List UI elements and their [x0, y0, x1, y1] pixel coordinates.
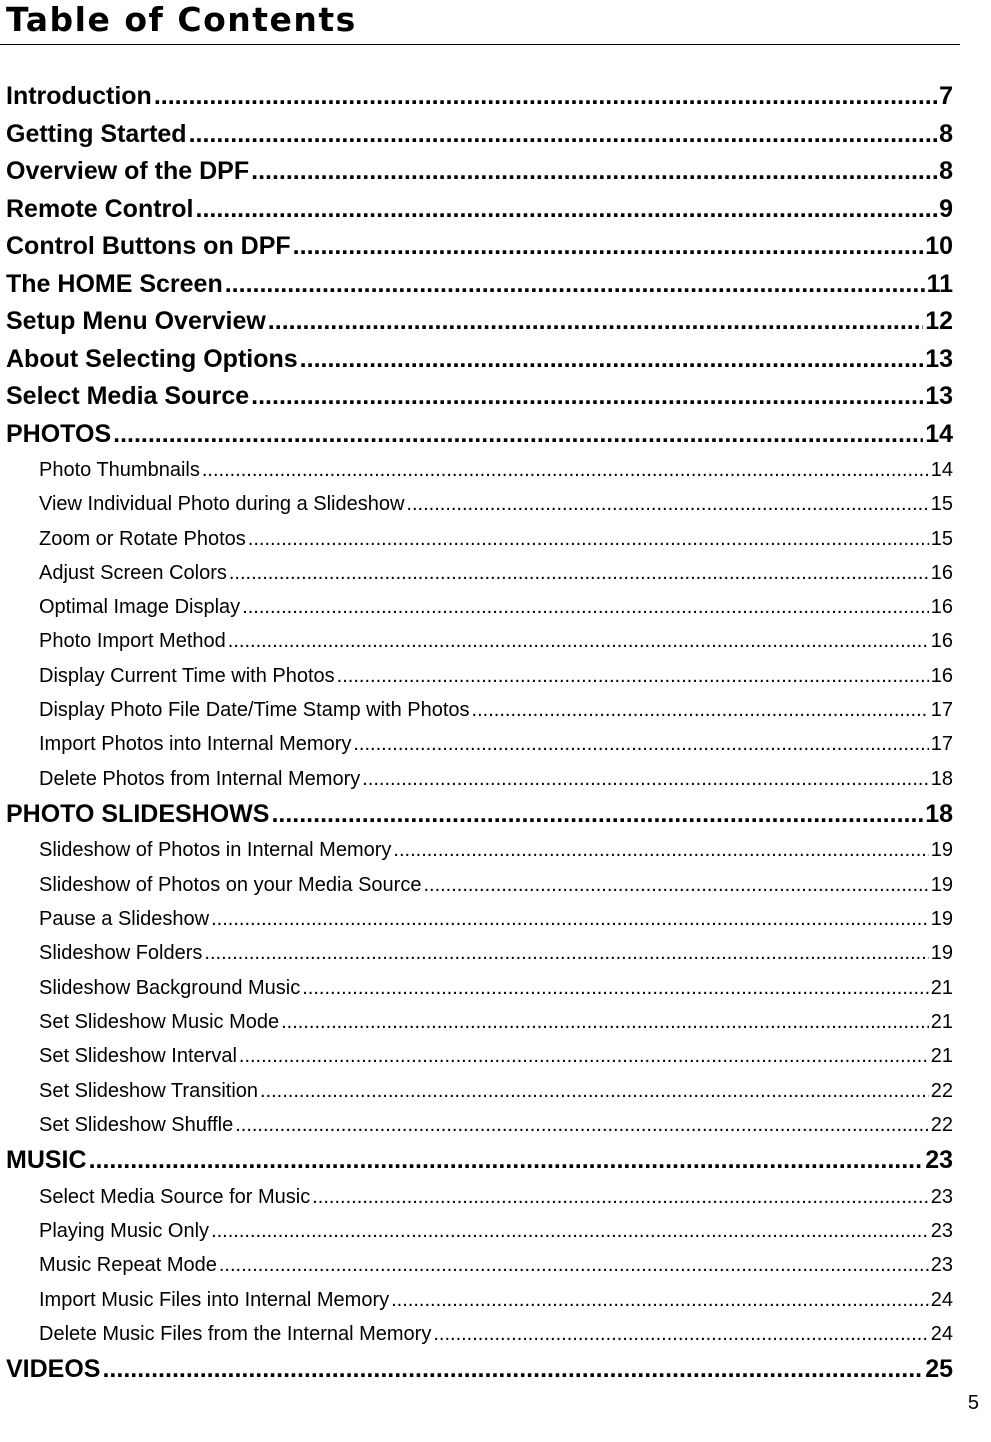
- toc-entry-label: Introduction: [6, 82, 152, 110]
- toc-entry-label: Adjust Screen Colors: [39, 561, 227, 584]
- toc-entry-page: 23: [930, 1254, 953, 1277]
- toc-entry-label: Delete Photos from Internal Memory: [39, 767, 361, 790]
- toc-dot-leader: [251, 378, 923, 416]
- toc-entry-label: Music Repeat Mode: [39, 1254, 217, 1277]
- toc-entry-page: 16: [930, 596, 953, 619]
- toc-entry[interactable]: [0, 727, 953, 761]
- toc-entry-label: Display Photo File Date/Time Stamp with Photos: [39, 699, 470, 722]
- toc-dot-leader: [268, 303, 923, 341]
- toc-entry-page: 23: [925, 1146, 953, 1175]
- toc-dot-leader: [271, 796, 923, 834]
- toc-entry-label: Import Photos into Internal Memory: [39, 733, 352, 756]
- toc-entry[interactable]: [0, 556, 953, 590]
- toc-entry-label: Display Current Time with Photos: [39, 664, 335, 687]
- toc-entry[interactable]: [0, 153, 953, 191]
- toc-entry-label: Photo Thumbnails: [39, 459, 200, 481]
- toc-entry[interactable]: [0, 1317, 953, 1351]
- toc-entry[interactable]: [0, 1108, 953, 1142]
- toc-dot-leader: [211, 1214, 929, 1248]
- toc-entry[interactable]: [0, 659, 953, 693]
- toc-entry-label: Photo Import Method: [39, 630, 226, 653]
- toc-dot-leader: [196, 191, 938, 229]
- toc-entry-label: Set Slideshow Shuffle: [39, 1113, 234, 1136]
- toc-entry-label: Control Buttons on DPF: [6, 232, 291, 260]
- page-number: 5: [967, 1392, 979, 1414]
- toc-entry-page: 23: [930, 1185, 953, 1208]
- toc-entry-label: Import Music Files into Internal Memory: [39, 1288, 390, 1311]
- toc-entry-label: Select Media Source for Music: [39, 1185, 311, 1208]
- toc-dot-leader: [406, 487, 928, 521]
- toc-entry[interactable]: [0, 453, 953, 487]
- toc-entry-label: Zoom or Rotate Photos: [39, 527, 246, 550]
- toc-entry[interactable]: [0, 1074, 953, 1108]
- toc-entry-label: View Individual Photo during a Slideshow: [39, 493, 405, 516]
- toc-dot-leader: [242, 590, 929, 624]
- toc-dot-leader: [337, 659, 929, 693]
- toc-entry-page: 24: [930, 1288, 953, 1311]
- toc-entry-label: Delete Music Files from the Internal Memory: [39, 1322, 432, 1345]
- toc-dot-leader: [204, 936, 928, 970]
- toc-entry[interactable]: [0, 487, 953, 521]
- toc-entry[interactable]: [0, 590, 953, 624]
- toc-entry[interactable]: [0, 936, 953, 970]
- toc-entry[interactable]: [0, 341, 953, 379]
- toc-entry-label: Slideshow of Photos in Internal Memory: [39, 839, 392, 862]
- toc-entry[interactable]: [0, 624, 953, 658]
- toc-entry[interactable]: [0, 1142, 953, 1180]
- toc-entry[interactable]: [0, 416, 953, 454]
- toc-entry-label: Overview of the DPF: [6, 157, 250, 185]
- toc-dot-leader: [433, 1317, 928, 1351]
- toc-entry-label: Slideshow Folders: [39, 942, 203, 965]
- toc-entry[interactable]: [0, 228, 953, 266]
- toc-dot-leader: [393, 833, 928, 867]
- toc-dot-leader: [423, 868, 928, 902]
- toc-entry-label: Slideshow Background Music: [39, 976, 301, 999]
- toc-entry[interactable]: [0, 1283, 953, 1317]
- toc-entry[interactable]: [0, 868, 953, 902]
- toc-dot-leader: [248, 522, 929, 556]
- toc-entry[interactable]: [0, 1351, 953, 1389]
- toc-entry-page: 9: [939, 194, 953, 223]
- toc-entry-page: 18: [925, 799, 953, 828]
- toc-dot-leader: [229, 556, 929, 590]
- toc-entry[interactable]: [0, 303, 953, 341]
- toc-entry-label: Select Media Source: [6, 382, 250, 410]
- toc-dot-leader: [300, 341, 924, 379]
- toc-entry-page: 22: [930, 1113, 953, 1136]
- toc-entry-page: 17: [930, 699, 953, 722]
- toc-entry-page: 21: [930, 976, 953, 999]
- toc-entry[interactable]: [0, 796, 953, 834]
- toc-entry-page: 24: [930, 1322, 953, 1345]
- toc-entry-label: Set Slideshow Interval: [39, 1045, 237, 1068]
- toc-entry[interactable]: [0, 762, 953, 796]
- toc-entry-label: MUSIC: [6, 1146, 87, 1175]
- toc-dot-leader: [219, 1248, 929, 1282]
- toc-entry[interactable]: [0, 833, 953, 867]
- toc-entry-page: 13: [925, 382, 953, 410]
- toc-dot-leader: [260, 1074, 929, 1108]
- toc-dot-leader: [239, 1039, 929, 1073]
- toc-entry-page: 14: [925, 419, 953, 448]
- toc-dot-leader: [102, 1351, 923, 1389]
- toc-entry[interactable]: [0, 902, 953, 936]
- toc-entry-page: 17: [930, 733, 953, 756]
- toc-entry-page: 15: [930, 527, 953, 550]
- toc-entry[interactable]: [0, 116, 953, 154]
- toc-entry[interactable]: [0, 1214, 953, 1248]
- toc-entry-page: 25: [925, 1355, 953, 1384]
- toc-entry[interactable]: [0, 266, 953, 304]
- toc-dot-leader: [113, 416, 923, 454]
- toc-entry-page: 19: [930, 942, 953, 965]
- toc-entry-label: Optimal Image Display: [39, 596, 241, 619]
- toc-entry-label: Remote Control: [6, 194, 194, 223]
- toc-dot-leader: [362, 762, 929, 796]
- toc-dot-leader: [353, 727, 928, 761]
- toc-entry[interactable]: [0, 78, 953, 116]
- toc-dot-leader: [189, 116, 938, 154]
- toc-entry-page: 19: [930, 873, 953, 896]
- toc-dot-leader: [472, 693, 929, 727]
- toc-dot-leader: [251, 153, 937, 191]
- toc-dot-leader: [228, 624, 929, 658]
- toc-entry-page: 11: [926, 269, 953, 298]
- toc-dot-leader: [154, 78, 937, 116]
- toc-entry-label: Slideshow of Photos on your Media Source: [39, 873, 422, 896]
- toc-entry-label: Playing Music Only: [39, 1219, 210, 1242]
- toc-entry-page: 23: [930, 1219, 953, 1242]
- toc-dot-leader: [312, 1180, 929, 1214]
- toc-entry-label: The HOME Screen: [6, 269, 223, 298]
- toc-entry-page: 18: [930, 767, 953, 790]
- table-of-contents: [0, 78, 953, 1389]
- toc-dot-leader: [89, 1142, 924, 1180]
- toc-entry[interactable]: [0, 378, 953, 416]
- toc-entry[interactable]: [0, 1039, 953, 1073]
- toc-dot-leader: [391, 1283, 929, 1317]
- toc-entry-page: 13: [925, 344, 953, 373]
- toc-entry-label: Getting Started: [6, 119, 187, 148]
- toc-entry-page: 22: [930, 1079, 953, 1102]
- toc-dot-leader: [202, 453, 929, 487]
- toc-entry-label: Set Slideshow Transition: [39, 1079, 259, 1102]
- toc-entry[interactable]: [0, 1248, 953, 1282]
- toc-dot-leader: [225, 266, 925, 304]
- toc-entry-page: 10: [925, 232, 953, 260]
- toc-entry-label: PHOTO SLIDESHOWS: [6, 799, 270, 828]
- toc-entry-page: 21: [930, 1010, 953, 1033]
- toc-entry-page: 19: [930, 839, 953, 862]
- toc-dot-leader: [211, 902, 929, 936]
- toc-entry[interactable]: [0, 522, 953, 556]
- toc-dot-leader: [235, 1108, 929, 1142]
- toc-entry[interactable]: [0, 1005, 953, 1039]
- toc-entry-page: 14: [930, 459, 953, 481]
- title-divider: [0, 44, 960, 45]
- toc-entry-page: 15: [930, 493, 953, 516]
- toc-dot-leader: [293, 228, 924, 266]
- toc-entry-label: Setup Menu Overview: [6, 307, 266, 335]
- toc-entry-page: 8: [939, 119, 953, 148]
- toc-entry-label: About Selecting Options: [6, 344, 298, 373]
- toc-entry[interactable]: [0, 693, 953, 727]
- toc-entry-page: 16: [930, 664, 953, 687]
- toc-entry-page: 21: [930, 1045, 953, 1068]
- page-title: Table of Contents: [6, 0, 357, 39]
- toc-entry-label: PHOTOS: [6, 419, 112, 448]
- toc-entry[interactable]: [0, 191, 953, 229]
- toc-entry[interactable]: [0, 1180, 953, 1214]
- toc-entry[interactable]: [0, 971, 953, 1005]
- toc-entry-label: VIDEOS: [6, 1355, 101, 1384]
- toc-entry-page: 7: [939, 82, 953, 110]
- toc-dot-leader: [281, 1005, 929, 1039]
- toc-dot-leader: [302, 971, 929, 1005]
- toc-entry-page: 16: [930, 561, 953, 584]
- toc-entry-label: Set Slideshow Music Mode: [39, 1010, 280, 1033]
- toc-entry-page: 8: [939, 157, 953, 185]
- toc-entry-page: 12: [925, 307, 953, 335]
- toc-entry-page: 16: [930, 630, 953, 653]
- toc-entry-label: Pause a Slideshow: [39, 908, 210, 931]
- toc-entry-page: 19: [930, 908, 953, 931]
